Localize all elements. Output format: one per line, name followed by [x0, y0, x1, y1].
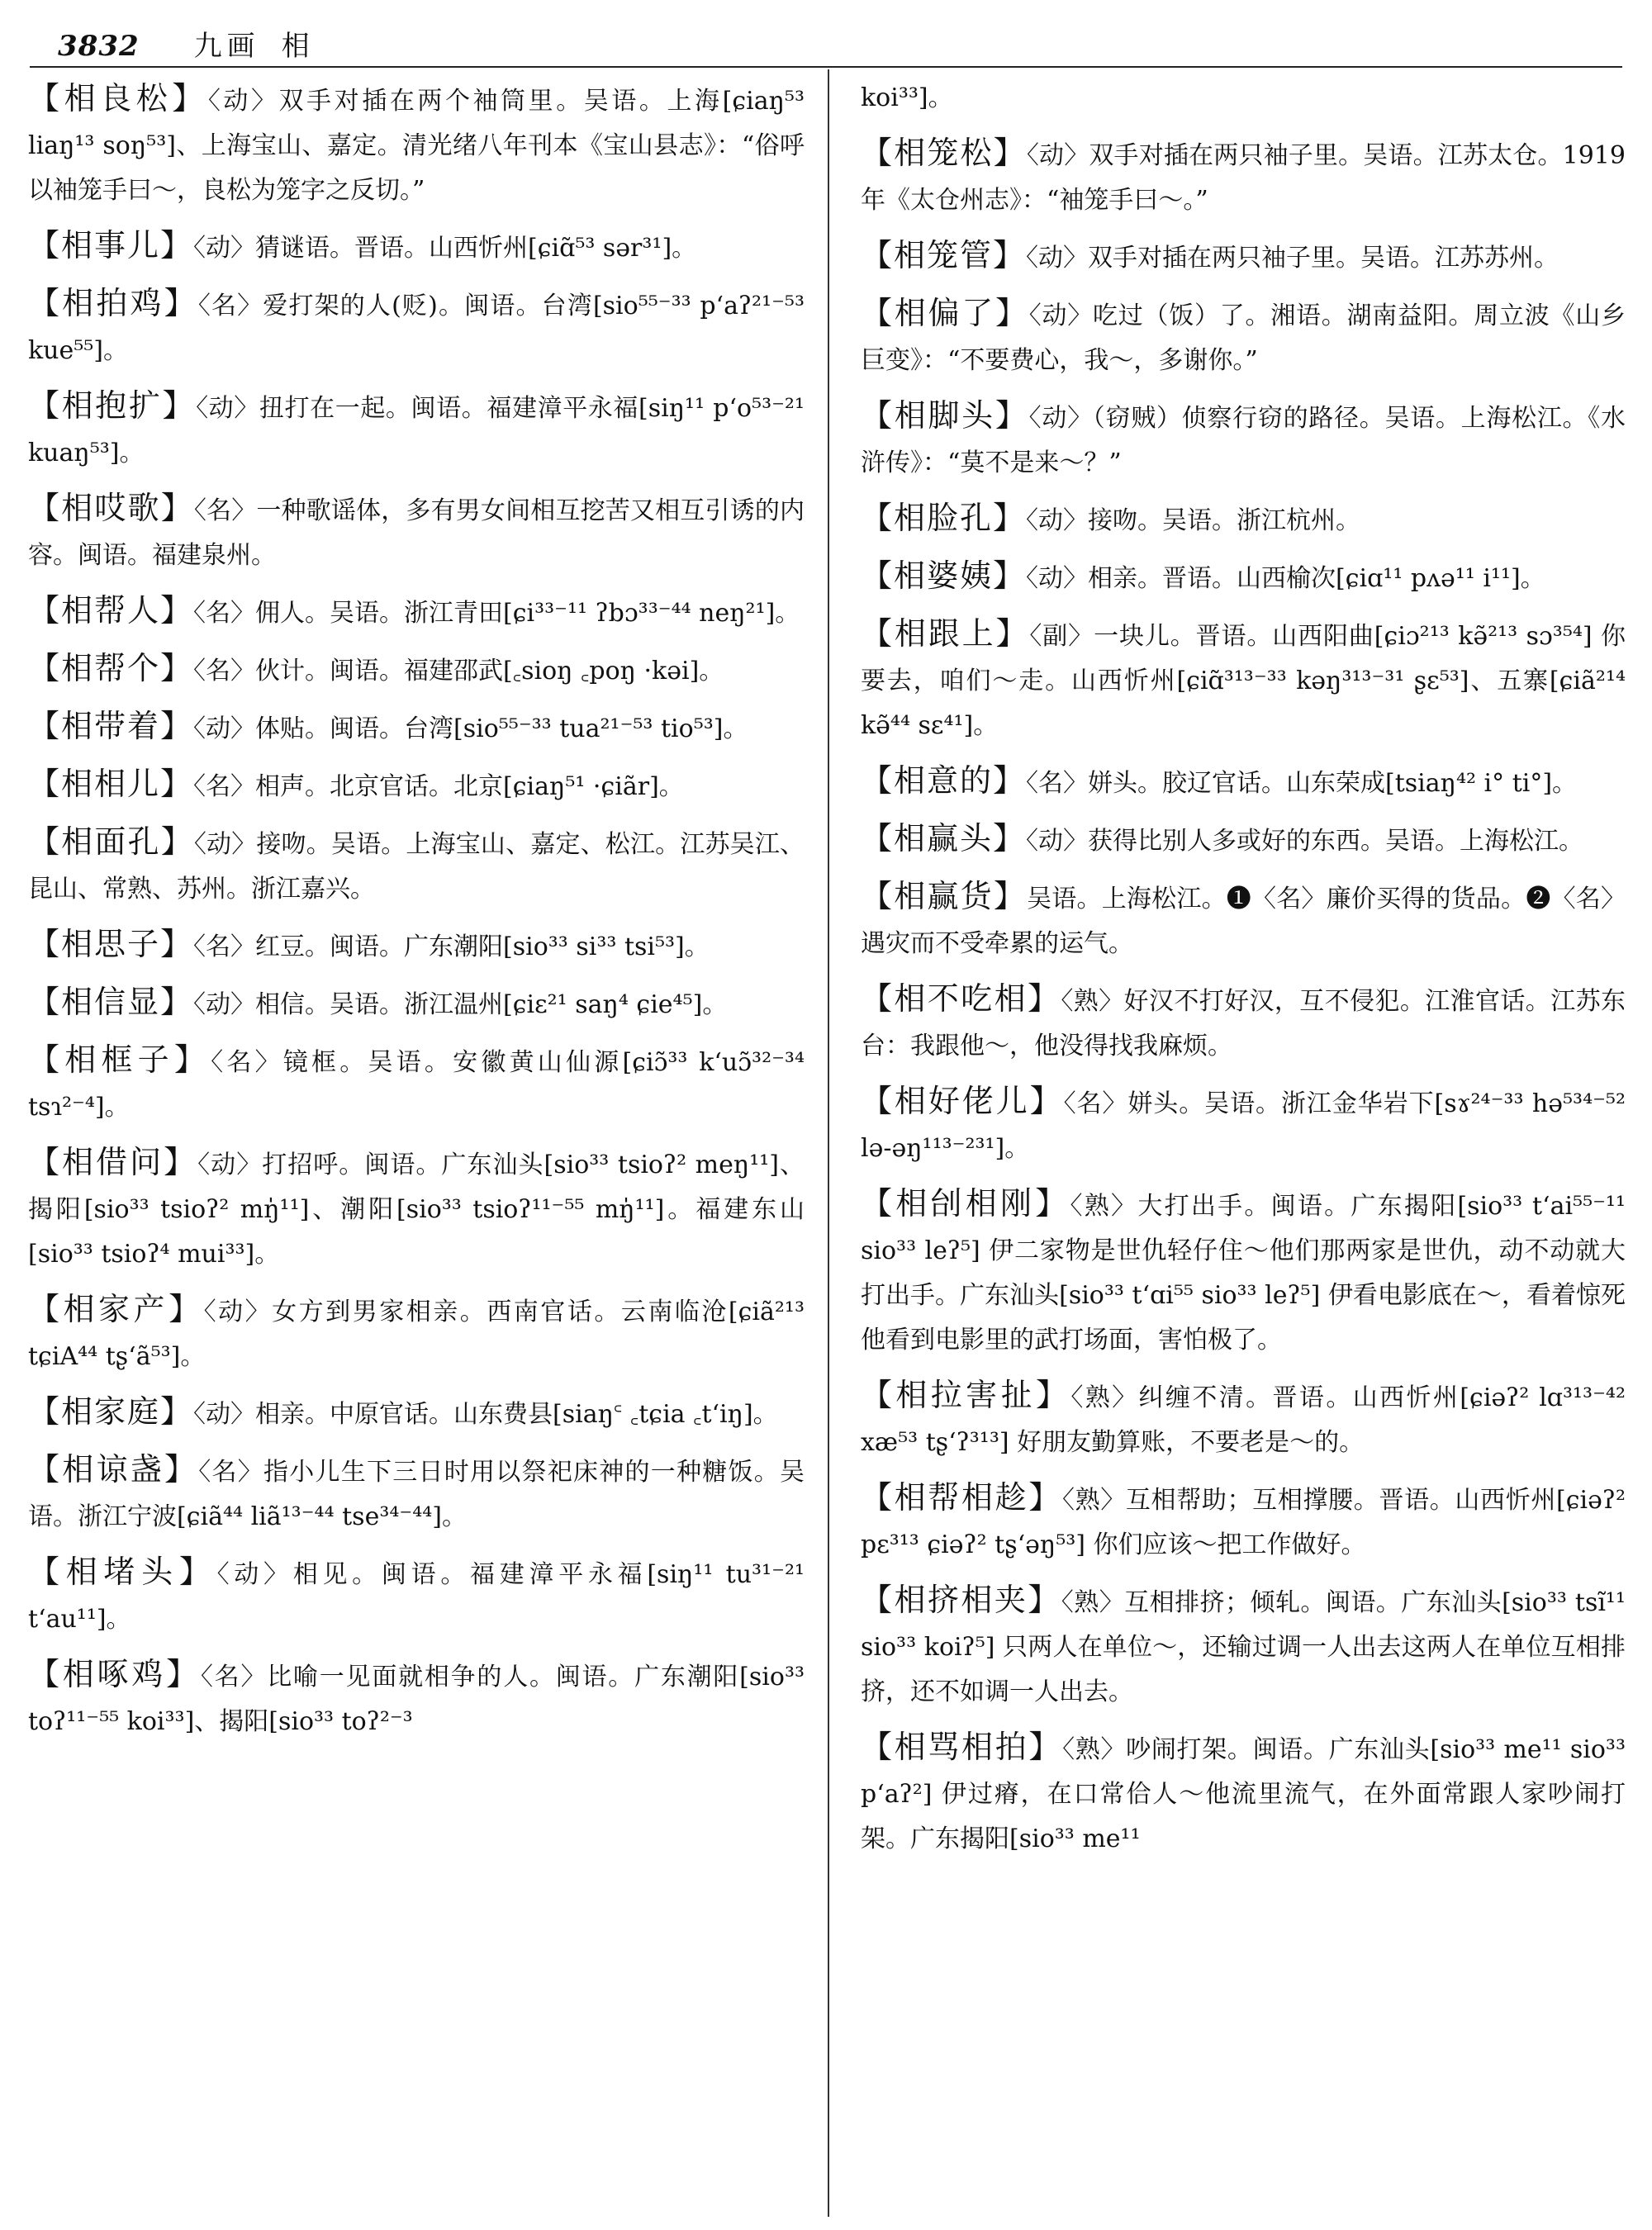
entry-definition: 〈熟〉互相排挤；倾轧。闽语。广东汕头[sio³³ tsĩ¹¹ sio³³ koiʔ⁵] 只两人在单位～，还输过调一人出去这两人在单位互相排挤，还不如调一人出去。: [861, 1588, 1626, 1706]
entry-headword: 【相意的】: [861, 762, 1027, 799]
section-label: 九画: [193, 30, 260, 63]
entry-headword: 【相不吃相】: [861, 980, 1061, 1017]
dictionary-entry: [861, 291, 1626, 383]
entry-headword: 【相刣相刚】: [861, 1185, 1070, 1222]
entry-definition: 〈名〉伙计。闽语。福建邵武[꜀sioŋ ꜀poŋ ·kəi]。: [193, 657, 724, 686]
dictionary-entry: [861, 393, 1626, 486]
entry-headword: 【相好佬儿】: [861, 1083, 1064, 1119]
entry-definition: 〈名〉镜框。吴语。安徽黄山仙源[ɕiɔ̃³³ k‘uɔ̃³²⁻³⁴ tsɿ²⁻⁴]。: [28, 1048, 805, 1122]
page-header: [58, 23, 310, 64]
entry-headword: 【相赢头】: [861, 820, 1027, 856]
dictionary-entry: [28, 1037, 805, 1130]
entry-definition: 〈动〉扭打在一起。闽语。福建漳平永福[siŋ¹¹ p‘o⁵³⁻²¹ kuaŋ⁵³]。: [28, 394, 805, 467]
entry-definition: 〈熟〉吵闹打架。闽语。广东汕头[sio³³ me¹¹ sio³³ p‘aʔ²] 伊过瘠，在口常佮人～他流里流气，在外面常跟人家吵闹打架。广东揭阳[sio³³ me¹¹: [861, 1735, 1626, 1853]
entry-headword: 【相脚头】: [861, 397, 1029, 434]
dictionary-entry: [861, 1475, 1626, 1568]
dictionary-entry: [28, 281, 805, 373]
dictionary-entry: [861, 1725, 1626, 1862]
header-character: 相: [281, 30, 310, 63]
entry-definition: 〈名〉佣人。吴语。浙江青田[ɕi³³⁻¹¹ ʔbɔ³³⁻⁴⁴ neŋ²¹]。: [193, 599, 800, 628]
dictionary-entry: [28, 646, 805, 694]
dictionary-entry: [861, 874, 1626, 966]
dictionary-entry: [28, 1447, 805, 1540]
entry-headword: 【相相儿】: [28, 766, 194, 802]
dictionary-entry: [861, 611, 1626, 748]
dictionary-entry: [861, 1373, 1626, 1465]
entry-headword: 【相堵头】: [28, 1554, 217, 1590]
entry-headword: 【相啄鸡】: [28, 1656, 201, 1692]
entry-headword: 【相家产】: [28, 1291, 204, 1327]
dictionary-entry: [861, 233, 1626, 281]
entry-definition: koi³³]。: [861, 83, 953, 112]
dictionary-entry: [28, 76, 805, 213]
header-rule: [30, 66, 1622, 68]
entry-headword: 【相脸孔】: [861, 500, 1027, 536]
entry-definition: 〈熟〉好汉不打好汉，互不侵犯。江淮官话。江苏东台：我跟他～，他没得找我麻烦。: [861, 987, 1626, 1060]
dictionary-entry: [28, 1549, 805, 1642]
entry-headword: 【相事儿】: [28, 227, 194, 263]
entry-headword: 【相婆姨】: [861, 558, 1027, 594]
entry-definition: 〈名〉姘头。胶辽官话。山东荣成[tsiaŋ⁴² i° ti°]。: [1026, 769, 1578, 798]
dictionary-entry: [861, 976, 1626, 1069]
dictionary-entry: [861, 1181, 1626, 1363]
entry-headword: 【相带着】: [28, 708, 194, 744]
entry-definition: 〈名〉相声。北京官话。北京[ɕiaŋ⁵¹ ·ɕiãr]。: [193, 772, 684, 801]
dictionary-entry: [28, 486, 805, 578]
entry-definition: 〈动〉双手对插在两个袖筒里。吴语。上海[ɕiaŋ⁵³ liaŋ¹³ soŋ⁵³]、上海宝山、嘉定。清光绪八年刊本《宝山县志》：“俗呼以袖笼手曰～，良松为笼字之反切。”: [28, 87, 805, 205]
entry-definition: 吴语。上海松江。❶〈名〉廉价买得的货品。❷〈名〉遇灾而不受牵累的运气。: [861, 885, 1626, 958]
entry-definition: 〈名〉比喻一见面就相争的人。闽语。广东潮阳[sio³³ toʔ¹¹⁻⁵⁵ koi³³]、揭阳[sio³³ toʔ²⁻³: [28, 1663, 805, 1736]
entry-headword: 【相跟上】: [861, 615, 1030, 652]
entry-headword: 【相家庭】: [28, 1393, 194, 1430]
entry-definition: 〈名〉红豆。闽语。广东潮阳[sio³³ si³³ tsi⁵³]。: [193, 932, 710, 961]
entry-definition: 〈动〉体贴。闽语。台湾[sio⁵⁵⁻³³ tua²¹⁻⁵³ tio⁵³]。: [193, 714, 748, 743]
entry-headword: 【相挤相夹】: [861, 1582, 1061, 1618]
dictionary-entry: [861, 76, 1626, 121]
dictionary-entry: [28, 922, 805, 970]
entry-definition: 〈熟〉互相帮助；互相撑腰。晋语。山西忻州[ɕiəʔ² pɛ³¹³ ɕiəʔ² tʂ‘əŋ⁵³] 你们应该～把工作做好。: [861, 1486, 1626, 1559]
dictionary-entry: [28, 762, 805, 809]
entry-definition: 〈动〉接吻。吴语。浙江杭州。: [1026, 506, 1361, 535]
entry-headword: 【相帮个】: [28, 650, 194, 686]
entry-definition: 〈动〉相见。闽语。福建漳平永福[siŋ¹¹ tu³¹⁻²¹ t‘au¹¹]。: [28, 1560, 805, 1634]
entry-definition: 〈名〉爱打架的人(贬)。闽语。台湾[sio⁵⁵⁻³³ p‘aʔ²¹⁻⁵³ kue⁵⁵]。: [28, 292, 805, 365]
dictionary-entry: [28, 383, 805, 476]
entry-definition: 〈动〉相亲。晋语。山西榆次[ɕiɑ¹¹ pʌə¹¹ i¹¹]。: [1026, 564, 1545, 593]
right-column: [861, 76, 1626, 2215]
entry-headword: 【相抱扩】: [28, 387, 197, 424]
entry-headword: 【相笼松】: [861, 135, 1027, 171]
dictionary-entry: [28, 223, 805, 271]
dictionary-entry: [28, 588, 805, 636]
dictionary-entry: [28, 819, 805, 912]
entry-headword: 【相良松】: [28, 80, 208, 116]
entry-definition: 〈动〉相亲。中原官话。山东费县[siaŋ꜂ ꜀tɕia ꜀t‘iŋ]。: [193, 1400, 778, 1429]
dictionary-entry: [861, 130, 1626, 223]
dictionary-entry: [28, 1140, 805, 1277]
entry-definition: 〈动〉（窃贼）侦察行窃的路径。吴语。上海松江。《水浒传》：“莫不是来～？”: [861, 404, 1626, 477]
left-column: [28, 76, 805, 2215]
entry-headword: 【相拍鸡】: [28, 285, 198, 321]
entry-definition: 〈动〉打招呼。闽语。广东汕头[sio³³ tsioʔ² meŋ¹¹]、揭阳[sio³³ tsioʔ² mŋ̍¹¹]、潮阳[sio³³ tsioʔ¹¹⁻⁵⁵ mŋ̍¹¹]。福建东山[sio³³ tsioʔ⁴ mui³³]。: [28, 1151, 805, 1269]
entry-headword: 【相谅盏】: [28, 1451, 199, 1487]
entry-headword: 【相思子】: [28, 926, 194, 962]
dictionary-entry: [861, 1578, 1626, 1715]
entry-definition: 〈动〉获得比别人多或好的东西。吴语。上海松江。: [1026, 827, 1584, 856]
dictionary-entry: [861, 816, 1626, 864]
dictionary-entry: [861, 758, 1626, 806]
entry-definition: 〈动〉相信。吴语。浙江温州[ɕiɛ²¹ saŋ⁴ ɕie⁴⁵]。: [193, 990, 728, 1019]
dictionary-entry: [28, 1652, 805, 1744]
entry-definition: 〈名〉指小儿生下三日时用以祭祀床神的一种糖饭。吴语。浙江宁波[ɕiã⁴⁴ liã¹³⁻⁴⁴ tse³⁴⁻⁴⁴]。: [28, 1458, 805, 1531]
dictionary-entry: [28, 704, 805, 752]
entry-definition: 〈动〉吃过（饭）了。湘语。湖南益阳。周立波《山乡巨变》：“不要费心，我～，多谢你。”: [861, 301, 1626, 375]
entry-headword: 【相信显】: [28, 984, 194, 1020]
entry-definition: 〈动〉猜谜语。晋语。山西忻州[ɕiɑ̃⁵³ sər³¹]。: [193, 234, 697, 263]
entry-definition: 〈名〉一种歌谣体，多有男女间相互挖苦又相互引诱的内容。闽语。福建泉州。: [28, 496, 805, 570]
entry-definition: 〈副〉一块儿。晋语。山西阳曲[ɕiɔ²¹³ kə̃²¹³ sɔ³⁵⁴] 你要去，咱们～走。山西忻州[ɕiɑ̃³¹³⁻³³ kəŋ³¹³⁻³¹ ʂɛ⁵³]、五寨[ɕiã²¹⁴ kə̃⁴⁴ sɛ⁴¹]。: [861, 622, 1626, 740]
column-divider: [828, 69, 829, 2217]
entry-headword: 【相笼管】: [861, 237, 1027, 273]
entry-headword: 【相面孔】: [28, 823, 194, 860]
entry-headword: 【相借问】: [28, 1144, 198, 1180]
entry-headword: 【相偏了】: [861, 295, 1029, 331]
entry-definition: 〈熟〉纠缠不清。晋语。山西忻州[ɕiəʔ² lɑ³¹³⁻⁴² xæ⁵³ tʂ‘ʔ³¹³] 好朋友勤算账，不要老是～的。: [861, 1383, 1626, 1457]
entry-definition: 〈动〉接吻。吴语。上海宝山、嘉定、松江。江苏吴江、昆山、常熟、苏州。浙江嘉兴。: [28, 830, 805, 904]
entry-headword: 【相赢货】: [861, 878, 1028, 914]
entry-headword: 【相哎歌】: [28, 490, 194, 526]
entry-headword: 【相帮人】: [28, 592, 194, 629]
dictionary-entry: [28, 980, 805, 1027]
entry-headword: 【相框子】: [28, 1041, 211, 1078]
dictionary-entry: [861, 1079, 1626, 1171]
entry-definition: 〈动〉女方到男家相亲。西南官话。云南临沧[ɕiã²¹³ tɕiA⁴⁴ tʂ‘ã⁵³]。: [28, 1298, 805, 1371]
page-number: 3832: [58, 30, 140, 63]
entry-headword: 【相帮相趁】: [861, 1479, 1062, 1516]
dictionary-entry: [28, 1389, 805, 1437]
entry-headword: 【相骂相拍】: [861, 1729, 1063, 1765]
entry-definition: 〈动〉双手对插在两只袖子里。吴语。江苏苏州。: [1026, 244, 1559, 273]
entry-definition: 〈名〉姘头。吴语。浙江金华岩下[sɤ²⁴⁻³³ hə⁵³⁴⁻⁵² lə-əŋ¹¹³⁻²³¹]。: [861, 1089, 1626, 1163]
entry-definition: 〈动〉双手对插在两只袖子里。吴语。江苏太仓。1919年《太仓州志》：“袖笼手曰～。”: [861, 141, 1626, 215]
entry-definition: 〈熟〉大打出手。闽语。广东揭阳[sio³³ t‘ai⁵⁵⁻¹¹ sio³³ leʔ⁵] 伊二家物是世仇轻仔住～他们那两家是世仇，动不动就大打出手。广东汕头[sio³³ t‘ɑi⁵⁵ sio³³ leʔ⁵] 伊看电影底在～，看着惊死他看到电影里的武打场面，害怕极了。: [861, 1192, 1626, 1355]
entry-headword: 【相拉害扯】: [861, 1377, 1071, 1413]
dictionary-entry: [861, 553, 1626, 601]
dictionary-entry: [28, 1287, 805, 1379]
dictionary-entry: [861, 496, 1626, 543]
